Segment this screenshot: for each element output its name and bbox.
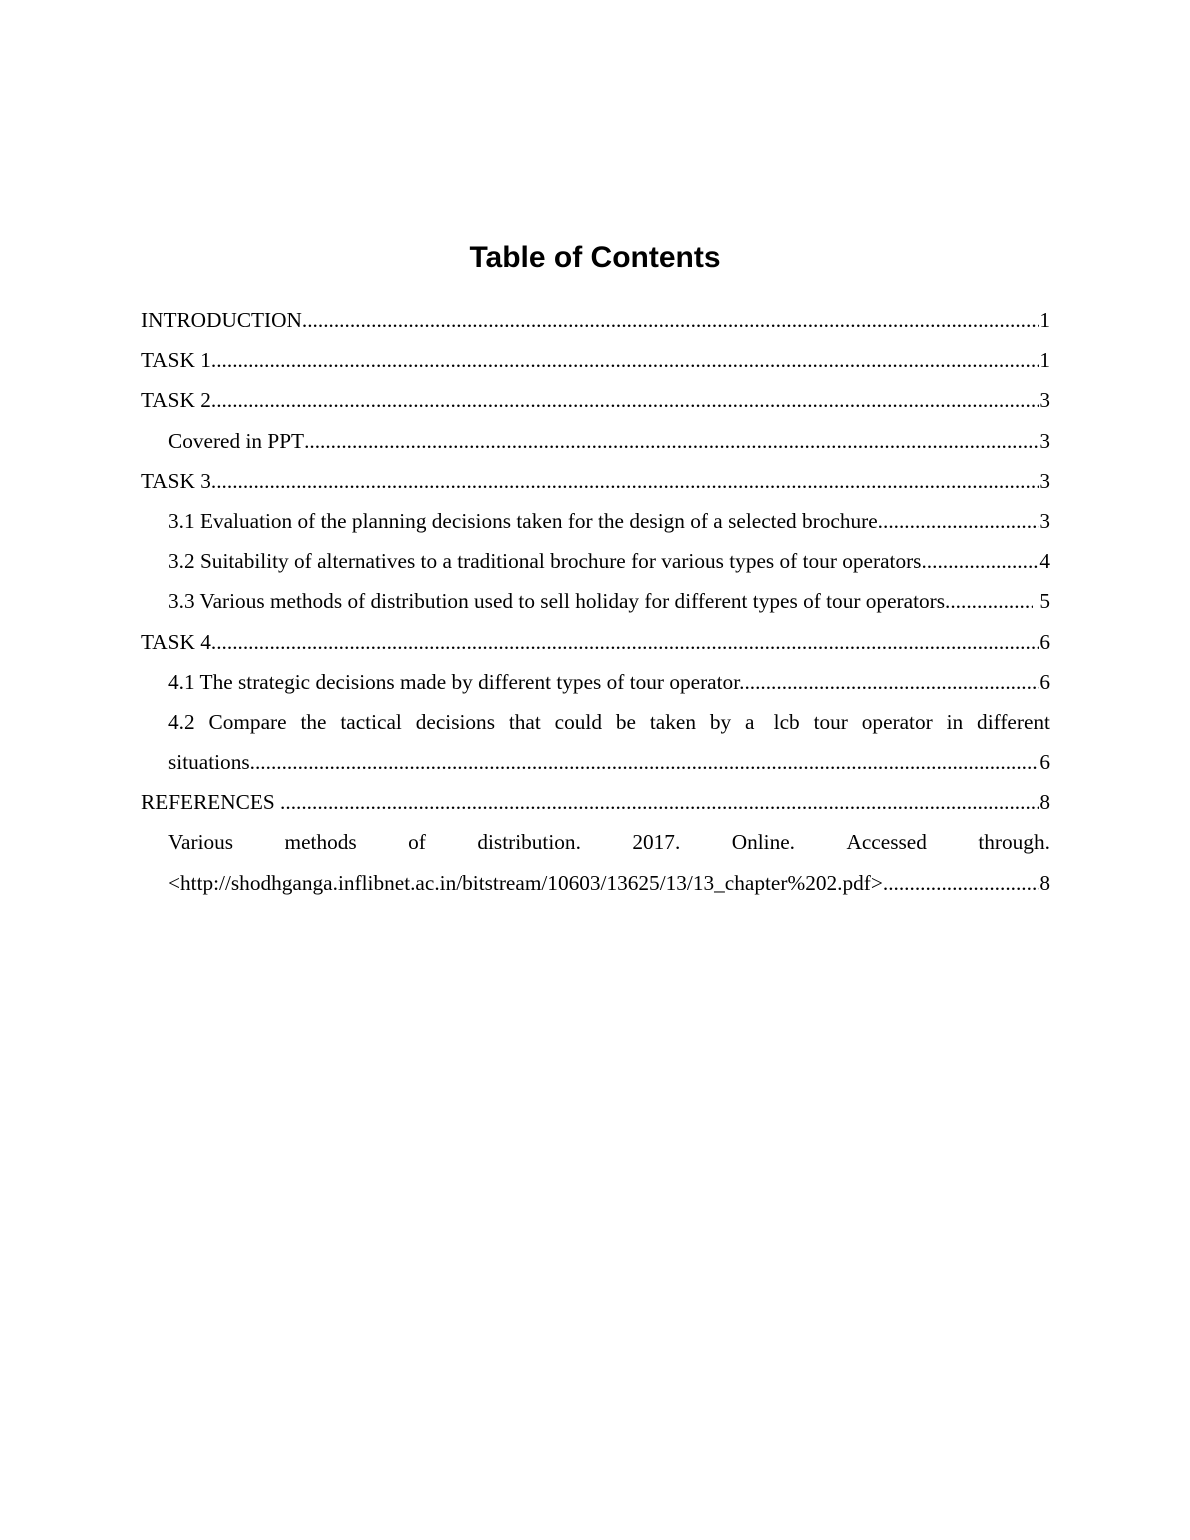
toc-entry-label: INTRODUCTION <box>141 308 302 332</box>
toc-word: Various <box>168 830 234 855</box>
toc-word: in <box>946 709 964 734</box>
toc-word: 2017. <box>632 830 681 855</box>
dot-leader <box>302 300 1039 340</box>
toc-entry-3-1[interactable] <box>141 501 1050 541</box>
toc-entry-line <box>168 702 1050 742</box>
toc-entry-task-2[interactable] <box>141 380 1050 420</box>
table-of-contents <box>141 300 1050 903</box>
toc-entry-3-2[interactable] <box>141 541 1050 581</box>
toc-page-number: 3 <box>1039 508 1050 533</box>
page-title: Table of Contents <box>469 241 721 274</box>
toc-word: a <box>745 709 755 734</box>
toc-word: through. <box>978 830 1050 855</box>
toc-word: that <box>508 709 541 734</box>
toc-word: be <box>615 709 636 734</box>
toc-word: could <box>554 709 602 734</box>
toc-word: 4.2 <box>168 709 195 734</box>
toc-word: the <box>300 709 327 734</box>
toc-page-number: 3 <box>1039 428 1050 453</box>
dot-leader <box>211 340 1039 380</box>
toc-entry-label: <http://shodhganga.inflibnet.ac.in/bitstream/10603/13625/13/13_chapter%202.pdf> <box>168 870 883 895</box>
dot-leader <box>211 622 1039 662</box>
toc-entry-label: 4.1 The strategic decisions made by different types of tour operator. <box>168 669 745 694</box>
toc-word: methods <box>284 830 357 855</box>
toc-page-number: 6 <box>1039 750 1050 775</box>
toc-entry-4-1[interactable] <box>141 662 1050 702</box>
dot-leader <box>883 863 1039 903</box>
toc-entry-label: situations <box>168 750 250 775</box>
toc-word: decisions <box>415 709 495 734</box>
toc-page-number: 3 <box>1039 388 1050 413</box>
toc-page-number: 5 <box>1039 589 1050 614</box>
toc-entry-label: 3.2 Suitability of alternatives to a traditional brochure for various types of tour operators. <box>168 549 927 574</box>
toc-page-number: 4 <box>1039 549 1050 574</box>
toc-page-number: 3 <box>1039 468 1050 493</box>
toc-entry-4-2[interactable] <box>141 702 1050 782</box>
toc-page-number: 8 <box>1039 870 1050 895</box>
toc-entry-task-1[interactable] <box>141 340 1050 380</box>
toc-word: Accessed <box>846 830 927 855</box>
toc-entry-label: TASK 4 <box>141 629 211 654</box>
dot-leader <box>211 380 1039 420</box>
toc-entry-line <box>168 822 1050 862</box>
toc-entry-label: TASK 2 <box>141 388 211 413</box>
dot-leader <box>945 581 1033 621</box>
toc-entry-label: 3.3 Various methods of distribution used to sell holiday for different types of tour operators <box>168 589 946 614</box>
toc-entry-references[interactable] <box>141 782 1050 822</box>
dot-leader <box>878 501 1040 541</box>
toc-word: by <box>709 709 732 734</box>
toc-entry-introduction[interactable] <box>141 300 1050 340</box>
toc-entry-label: TASK 1 <box>141 348 211 373</box>
toc-entry-line <box>168 863 1050 903</box>
dot-leader <box>304 421 1039 461</box>
toc-entry-label: TASK 3 <box>141 468 211 493</box>
toc-page-number: 1 <box>1039 308 1050 332</box>
toc-page-number: 6 <box>1039 629 1050 654</box>
toc-entry-task-4[interactable] <box>141 622 1050 662</box>
toc-page-number: 1 <box>1039 348 1050 373</box>
dot-leader <box>744 662 1039 702</box>
toc-word: lcb <box>768 709 800 734</box>
dot-leader <box>280 782 1039 822</box>
toc-word: Compare <box>208 709 287 734</box>
toc-entry-label: REFERENCES <box>141 790 281 815</box>
toc-entry-label: 3.1 Evaluation of the planning decisions taken for the design of a selected brochure <box>168 508 878 533</box>
toc-page-number: 6 <box>1039 669 1050 694</box>
toc-word: Online. <box>731 830 796 855</box>
toc-word: different <box>977 709 1050 734</box>
toc-word: of <box>408 830 426 855</box>
dot-leader <box>250 742 1040 782</box>
dot-leader <box>211 461 1039 501</box>
toc-word: operator <box>861 709 933 734</box>
toc-word: distribution. <box>477 830 581 855</box>
toc-entry-line <box>168 742 1050 782</box>
toc-entry-label: Covered in PPT <box>168 428 305 453</box>
dot-leader <box>927 541 1040 581</box>
toc-word: taken <box>649 709 696 734</box>
toc-entry-reference-1[interactable] <box>141 822 1050 902</box>
toc-entry-3-3[interactable] <box>141 581 1050 621</box>
toc-word: tactical <box>340 709 402 734</box>
toc-entry-covered-in-ppt[interactable] <box>141 421 1050 461</box>
toc-entry-task-3[interactable] <box>141 461 1050 501</box>
toc-page-number: 8 <box>1039 790 1050 815</box>
toc-word: tour <box>813 709 848 734</box>
